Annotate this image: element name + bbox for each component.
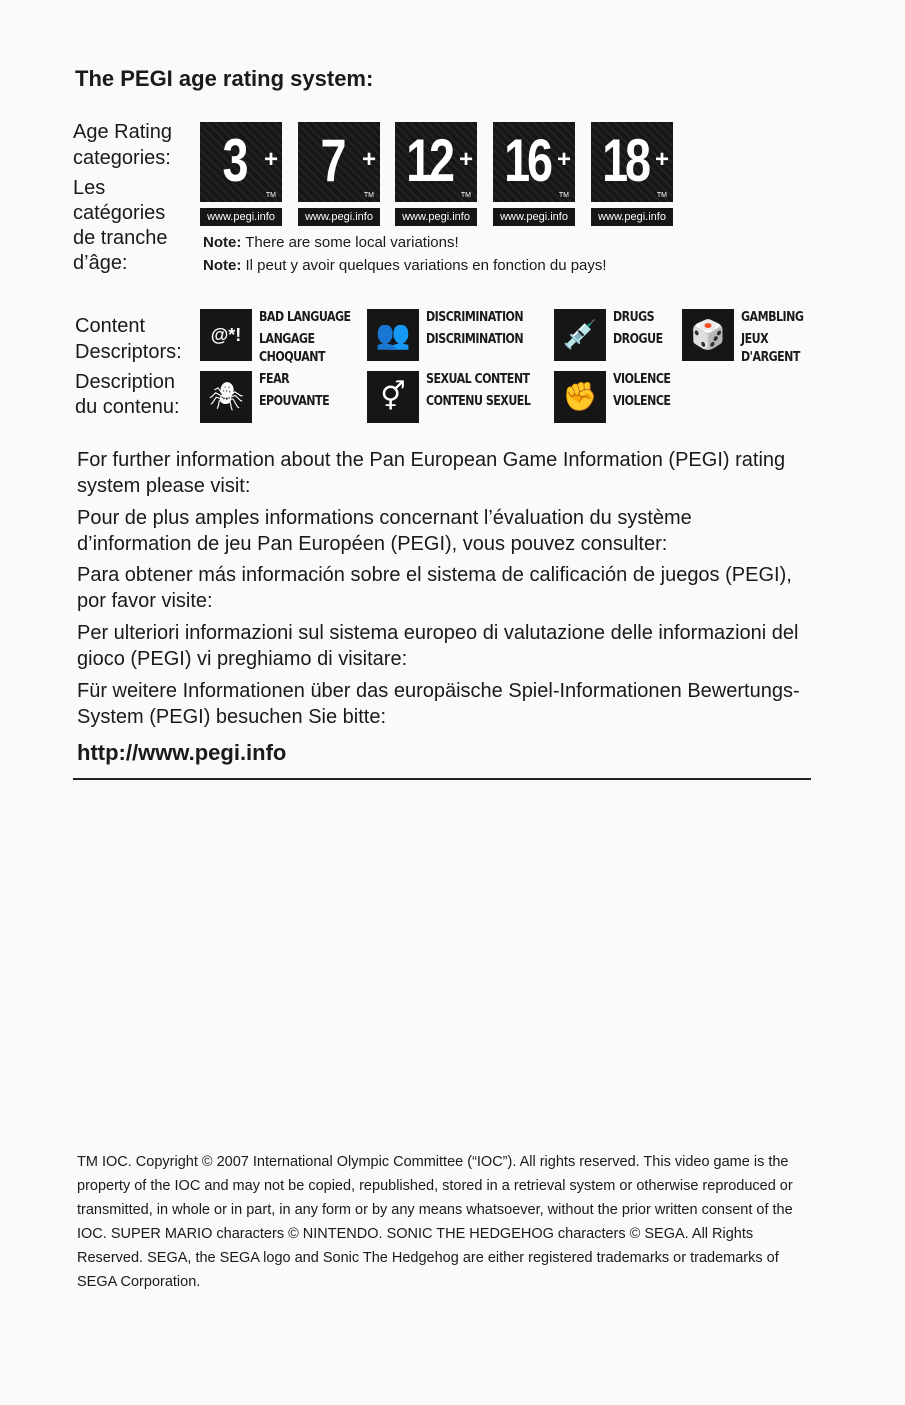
icon-glyph: 👥 [375, 319, 411, 350]
info-paragraph-de: Für weitere Informationen über das europäische Spiel-Informationen Bewertungs-System (PEGI) besuchen Sie bitte: [77, 680, 800, 728]
rating-number: 7 [320, 127, 344, 194]
trademark: TM [656, 192, 667, 199]
descriptor-line: LANGAGE [259, 332, 315, 347]
drugs-icon [554, 309, 606, 361]
trademark: TM [363, 192, 374, 199]
descriptor-text [259, 371, 329, 411]
icon-glyph: @*! [210, 325, 242, 345]
rating-number: 12 [406, 127, 452, 194]
pegi-url-link[interactable]: http://www.pegi.info [77, 740, 287, 765]
divider [73, 778, 811, 780]
rating-plus: + [361, 146, 376, 173]
note-text: Il peut y avoir quelques variations en fonction du pays! [241, 257, 607, 274]
discrimination-icon [367, 309, 419, 361]
violence-icon [554, 371, 606, 423]
descriptor-line: GAMBLING [741, 310, 804, 325]
descriptor-line: DISCRIMINATION [426, 310, 524, 325]
descriptor-line: CHOQUANT [259, 350, 326, 365]
note-label: Note: [203, 257, 242, 274]
pegi-18-icon [591, 122, 673, 202]
descriptor-line: VIOLENCE [613, 372, 671, 387]
icon-glyph: ✊ [562, 381, 598, 412]
descriptor-line: D'ARGENT [741, 350, 800, 365]
fear-icon [200, 371, 252, 423]
pegi-16-icon [493, 122, 575, 202]
descriptor-line: SEXUAL CONTENT [426, 372, 530, 387]
descriptor-line: DROGUE [613, 332, 663, 347]
sexual-content-icon [367, 371, 419, 423]
descriptor-text [613, 309, 663, 349]
rating-number: 16 [504, 127, 550, 194]
descriptor-line: BAD LANGUAGE [259, 310, 351, 325]
descriptor-line: FEAR [259, 372, 290, 387]
gambling-icon [682, 309, 734, 361]
rating-url: www.pegi.info [591, 208, 673, 226]
age-label-fr-2: catégories [73, 202, 166, 224]
pegi-16-badge [493, 122, 575, 226]
note-en [203, 234, 459, 251]
pegi-7-badge [298, 122, 380, 226]
pegi-7-icon [298, 122, 380, 202]
age-label-fr-4: d’âge: [73, 252, 128, 274]
trademark: TM [460, 192, 471, 199]
info-paragraph-it: Per ulteriori informazioni sul sistema europeo di valutazione delle informazioni del gioco (PEGI) vi preghiamo di visitare: [77, 622, 799, 670]
trademark: TM [265, 192, 276, 199]
rating-url: www.pegi.info [493, 208, 575, 226]
age-label-en-2: categories: [73, 147, 171, 169]
age-label-fr-3: de tranche [73, 227, 168, 249]
descriptor-text [741, 309, 803, 367]
info-paragraph-es: Para obtener más información sobre el sistema de calificación de juegos (PEGI), por favor visite: [77, 564, 792, 612]
rating-plus: + [654, 146, 669, 173]
descriptor-line: CONTENU SEXUEL [426, 394, 531, 409]
descriptor-line: VIOLENCE [613, 394, 671, 409]
descriptor-text [613, 371, 670, 411]
descriptor-text [259, 309, 351, 367]
bad-language-icon [200, 309, 252, 361]
note-text: There are some local variations! [241, 234, 459, 251]
rating-url: www.pegi.info [200, 208, 282, 226]
descriptor-line: DRUGS [613, 310, 655, 325]
pegi-18-badge [591, 122, 673, 226]
descriptor-label-en-1: Content [75, 315, 146, 337]
rating-number: 3 [222, 127, 246, 194]
age-label-en-1: Age Rating [73, 121, 172, 143]
icon-glyph: 💉 [562, 319, 598, 350]
descriptor-line: EPOUVANTE [259, 394, 330, 409]
descriptor-label-fr-2: du contenu: [75, 396, 180, 418]
trademark: TM [558, 192, 569, 199]
pegi-12-icon [395, 122, 477, 202]
page-title: The PEGI age rating system: [75, 66, 374, 91]
age-label-fr-1: Les [73, 177, 106, 199]
descriptor-text [426, 309, 523, 349]
descriptor-line: DISCRIMINATION [426, 332, 524, 347]
descriptor-text [426, 371, 530, 411]
pegi-12-badge [395, 122, 477, 226]
icon-glyph: 🕷 [208, 381, 244, 412]
rating-plus: + [263, 146, 278, 173]
descriptor-label-fr-1: Description [75, 371, 176, 393]
rating-url: www.pegi.info [298, 208, 380, 226]
rating-plus: + [556, 146, 571, 173]
legal-notice: TM IOC. Copyright © 2007 International Olympic Committee (“IOC”). All rights reserved. This video game is the property of the IOC and may not be copied, republished, stored in a retrieval system or otherwise reproduced or transmitted, in whole or in part, in any form or by any means whatsoever, without the prior written consent of the IOC. SUPER MARIO characters © NINTENDO. SONIC THE HEDGEHOG characters © SEGA. All Rights Reserved. SEGA, the SEGA logo and Sonic The Hedgehog are either registered trademarks or trademarks of SEGA Corporation. [77, 1154, 793, 1290]
info-paragraph-en: For further information about the Pan European Game Information (PEGI) rating system please visit: [77, 449, 786, 497]
icon-glyph: ⚥ [380, 381, 406, 412]
pegi-3-icon [200, 122, 282, 202]
pegi-3-badge [200, 122, 282, 226]
note-fr [203, 257, 607, 274]
icon-glyph: 🎲 [690, 319, 726, 350]
descriptor-label-en-2: Descriptors: [75, 341, 182, 363]
descriptor-line: JEUX [741, 332, 769, 347]
rating-url: www.pegi.info [395, 208, 477, 226]
info-paragraph-fr: Pour de plus amples informations concernant l’évaluation du système d’information de jeu Pan Européen (PEGI), vous pouvez consulter: [77, 507, 692, 555]
note-label: Note: [203, 234, 242, 251]
rating-plus: + [458, 146, 473, 173]
rating-number: 18 [602, 127, 648, 194]
